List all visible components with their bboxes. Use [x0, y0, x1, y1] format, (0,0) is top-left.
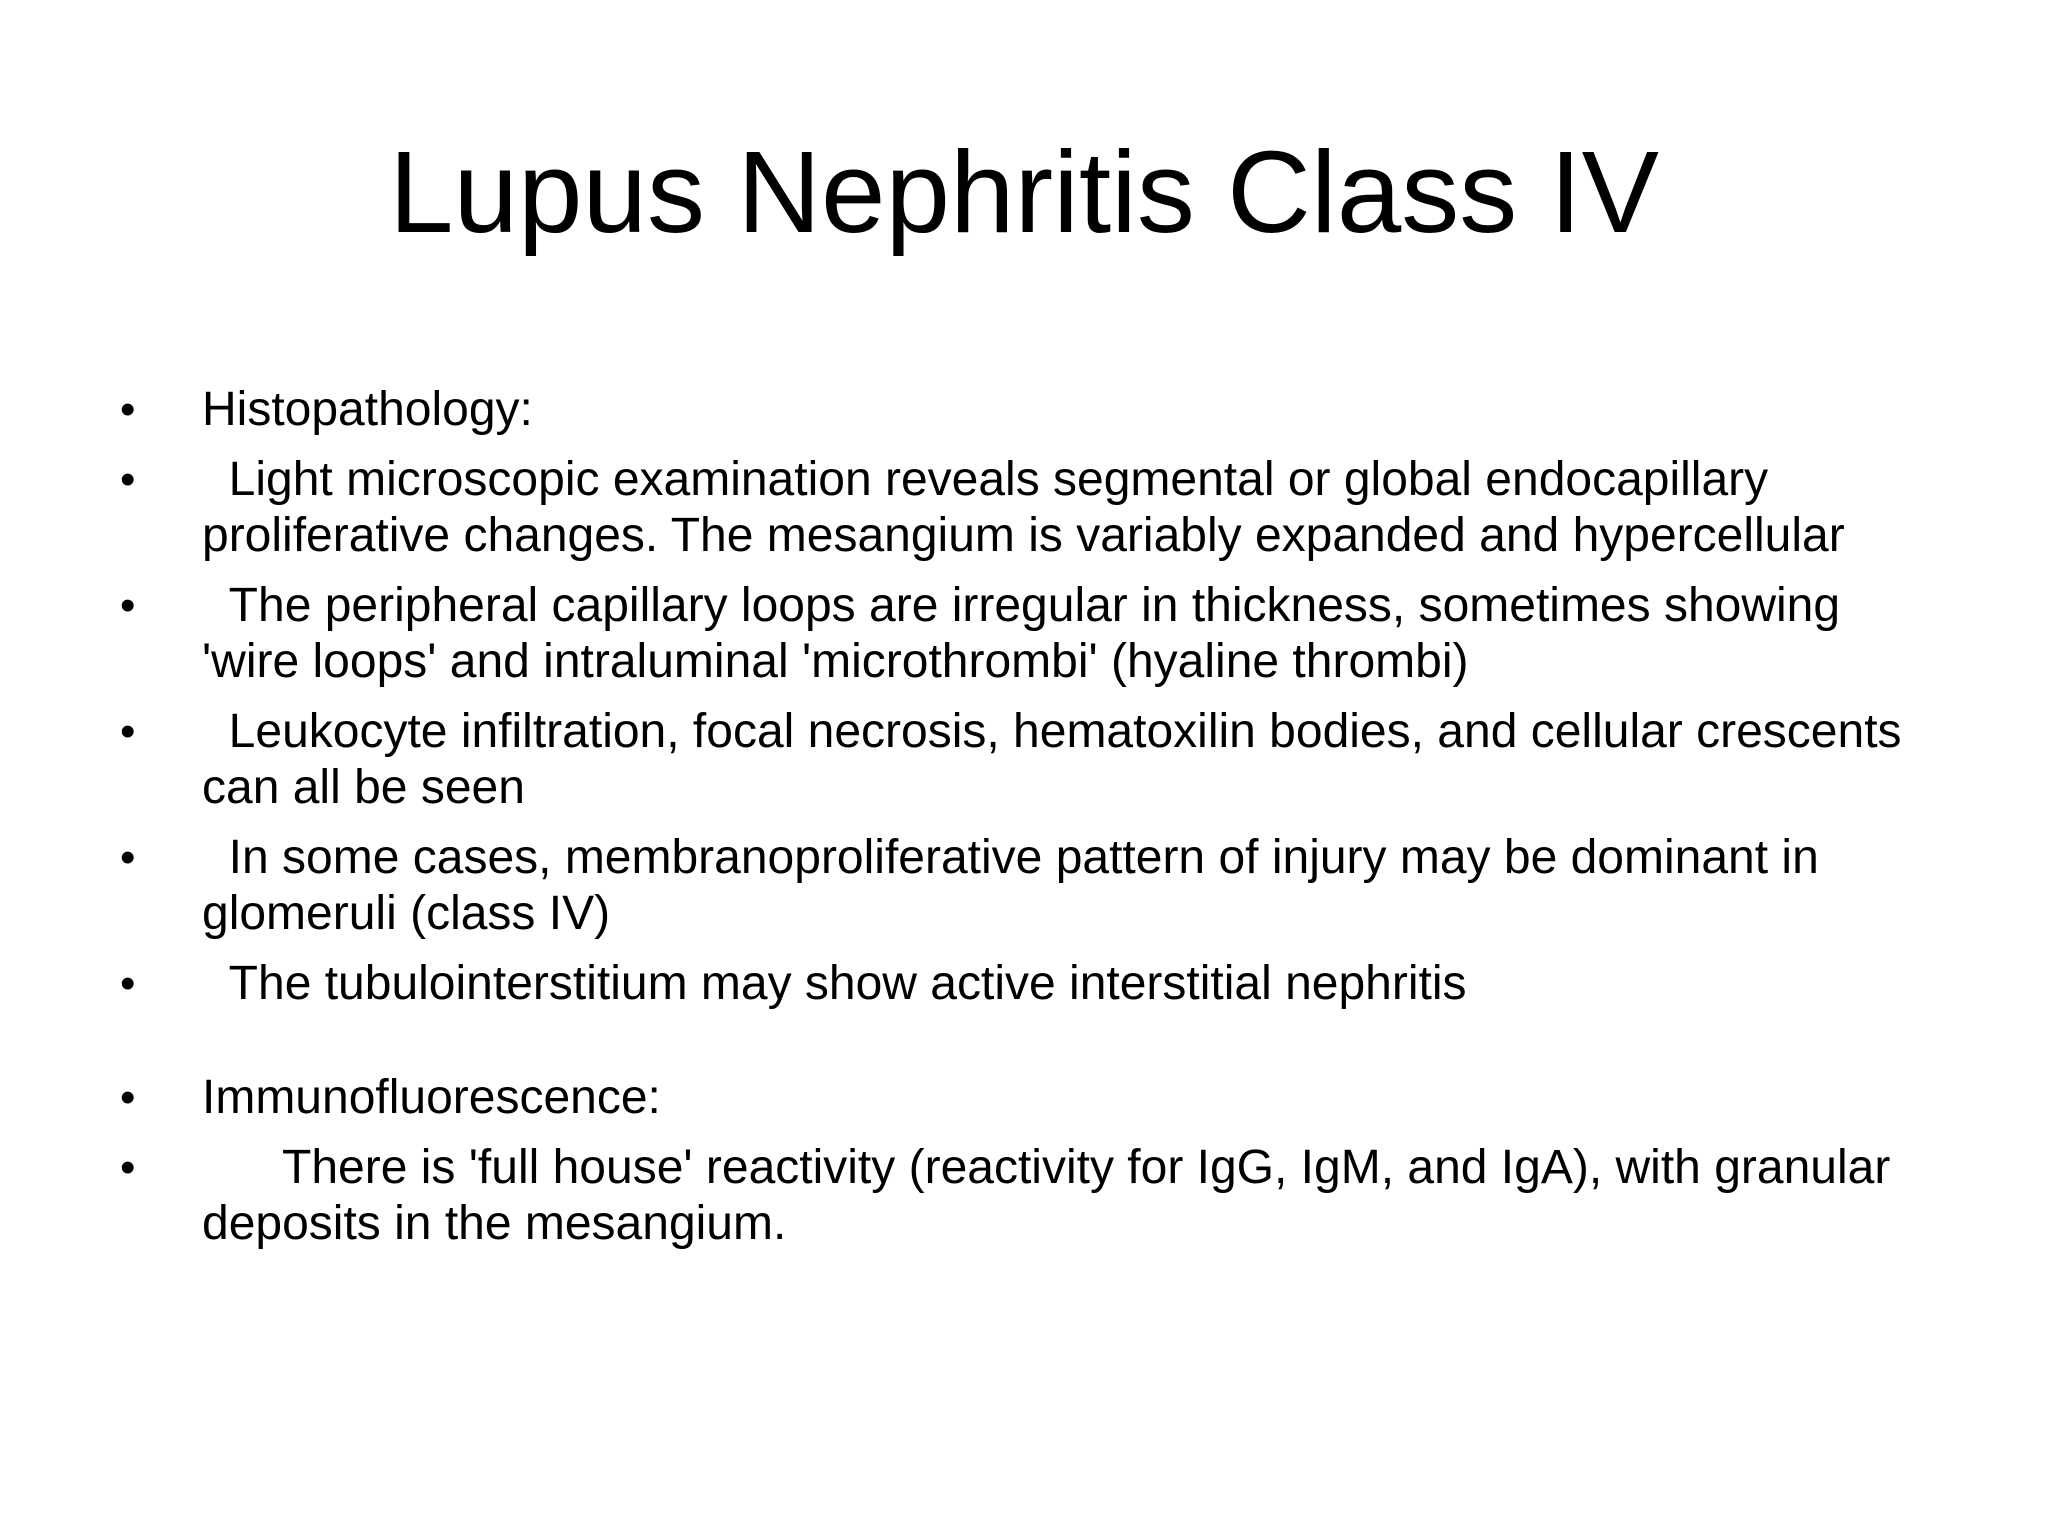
- bullet-dot-icon: •: [120, 959, 136, 1008]
- bullet-item: [120, 382, 1940, 438]
- bullet-text: The tubulointerstitium may show active interstitial nephritis: [202, 957, 1467, 1010]
- bullet-text: In some cases, membranoproliferative pattern of injury may be dominant in glomeruli (class IV): [202, 831, 1833, 940]
- bullet-item: [120, 830, 1940, 942]
- bullet-text: Leukocyte infiltration, focal necrosis, hematoxilin bodies, and cellular crescents can all be seen: [202, 705, 1915, 814]
- bullet-dot-icon: •: [120, 1143, 136, 1192]
- bullet-item: [120, 1140, 1940, 1252]
- bullet-text: There is 'full house' reactivity (reactivity for IgG, IgM, and IgA), with granular deposits in the mesangium.: [202, 1141, 1904, 1250]
- bullet-item: [120, 704, 1940, 816]
- bullet-dot-icon: •: [120, 833, 136, 882]
- bullet-dot-icon: •: [120, 455, 136, 504]
- bullet-dot-icon: •: [120, 581, 136, 630]
- bullet-text: Light microscopic examination reveals segmental or global endocapillary proliferative changes. The mesangium is variably expanded and hypercellular: [202, 453, 1845, 562]
- bullet-text: Histopathology:: [202, 383, 533, 436]
- bullet-text: Immunofluorescence:: [202, 1071, 661, 1124]
- bullet-item: [120, 578, 1940, 690]
- bullet-dot-icon: •: [120, 385, 136, 434]
- bullet-text: The peripheral capillary loops are irregular in thickness, sometimes showing 'wire loops' and intraluminal 'microthrombi' (hyaline thrombi): [202, 579, 1854, 688]
- bullet-item: [120, 1070, 1940, 1126]
- bullet-list: [120, 382, 1940, 1266]
- slide-title: Lupus Nephritis Class IV: [388, 127, 1660, 257]
- bullet-item: [120, 452, 1940, 564]
- bullet-dot-icon: •: [120, 707, 136, 756]
- bullet-dot-icon: •: [120, 1073, 136, 1122]
- bullet-item: [120, 956, 1940, 1012]
